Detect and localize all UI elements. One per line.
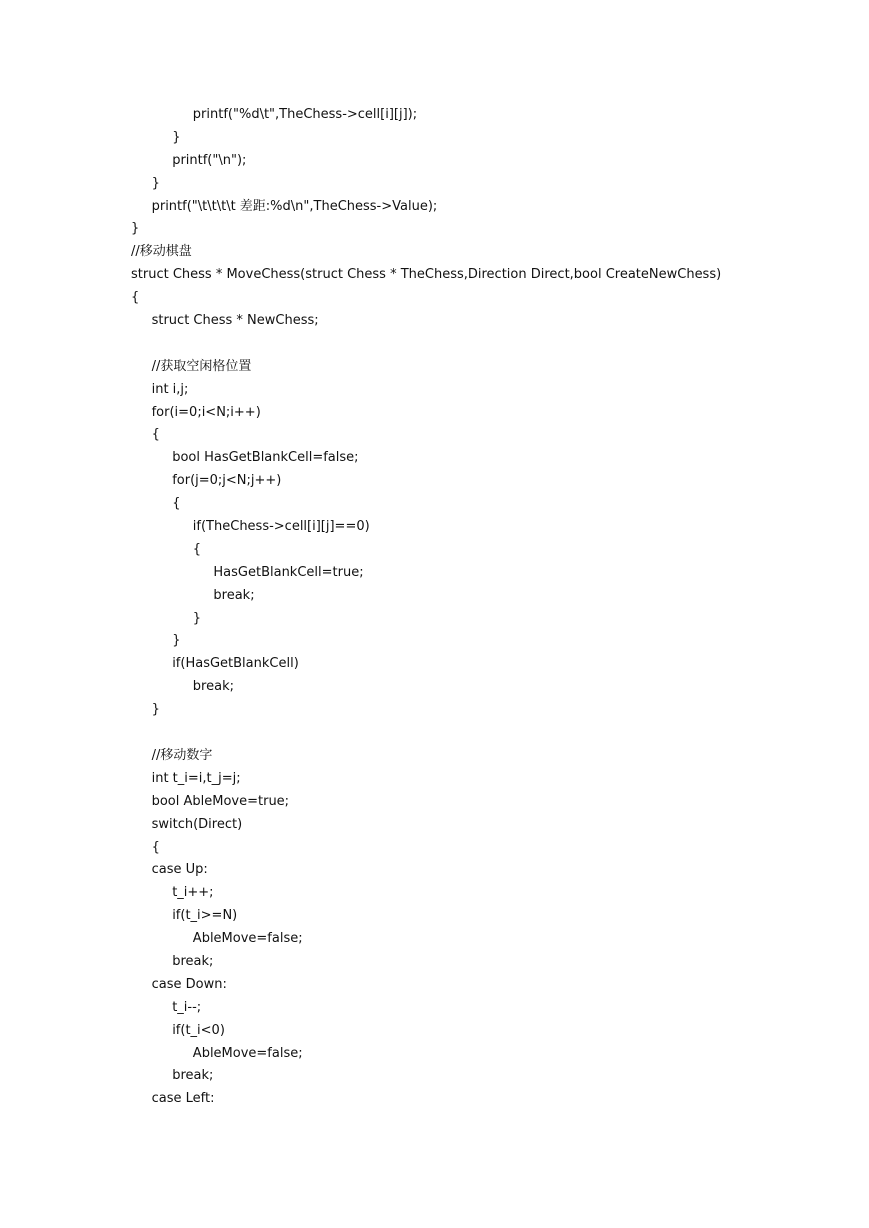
- code-listing: [131, 104, 721, 1111]
- code-line: break;: [172, 1068, 214, 1084]
- blank-line: [131, 722, 721, 745]
- code-line: {: [172, 496, 181, 512]
- code-line: int i,j;: [151, 381, 189, 397]
- code-line: case Left:: [151, 1091, 215, 1107]
- code-line: }: [172, 129, 181, 145]
- blank-line: [131, 333, 721, 356]
- code-line: {: [151, 839, 160, 855]
- code-line: {: [192, 541, 202, 557]
- code-line: if(HasGetBlankCell): [172, 656, 299, 672]
- code-line: t_i--;: [172, 999, 202, 1015]
- code-line: {: [151, 427, 160, 443]
- code-line: case Down:: [151, 976, 227, 992]
- code-line: if(t_i>=N): [172, 908, 238, 924]
- code-line: AbleMove=false;: [192, 931, 303, 947]
- code-line: if(t_i<0): [172, 1022, 225, 1038]
- code-line: break;: [172, 953, 214, 969]
- code-line: if(TheChess->cell[i][j]==0): [192, 519, 370, 535]
- code-line: struct Chess * NewChess;: [151, 313, 319, 329]
- code-line: AbleMove=false;: [192, 1045, 303, 1061]
- code-line: //移动棋盘: [131, 244, 192, 260]
- code-line: printf("%d\t",TheChess->cell[i][j]);: [192, 107, 418, 122]
- code-line: for(j=0;j<N;j++): [172, 473, 282, 489]
- code-line: switch(Direct): [151, 816, 243, 832]
- code-line: bool HasGetBlankCell=false;: [172, 450, 359, 466]
- code-line: case Up:: [151, 862, 208, 878]
- code-line: break;: [192, 679, 234, 695]
- code-line: }: [172, 633, 181, 649]
- code-line: }: [192, 610, 202, 626]
- code-line: printf("\t\t\t\t 差距:%d\n",TheChess->Value);: [151, 198, 438, 214]
- code-line: }: [151, 175, 160, 191]
- code-line: break;: [213, 587, 255, 603]
- code-line: for(i=0;i<N;i++): [151, 404, 261, 420]
- code-line: t_i++;: [172, 885, 214, 901]
- code-line: }: [151, 702, 160, 718]
- code-line: struct Chess * MoveChess(struct Chess * TheChess,Direction Direct,bool CreateNewChess): [131, 267, 722, 283]
- code-line: //移动数字: [151, 747, 213, 763]
- code-line: int t_i=i,t_j=j;: [151, 770, 241, 786]
- code-line: printf("\n");: [172, 152, 247, 168]
- code-line: }: [131, 221, 140, 237]
- code-line: HasGetBlankCell=true;: [213, 564, 364, 580]
- code-line: {: [131, 290, 140, 306]
- code-line: bool AbleMove=true;: [151, 793, 290, 809]
- code-line: //获取空闲格位置: [151, 358, 252, 374]
